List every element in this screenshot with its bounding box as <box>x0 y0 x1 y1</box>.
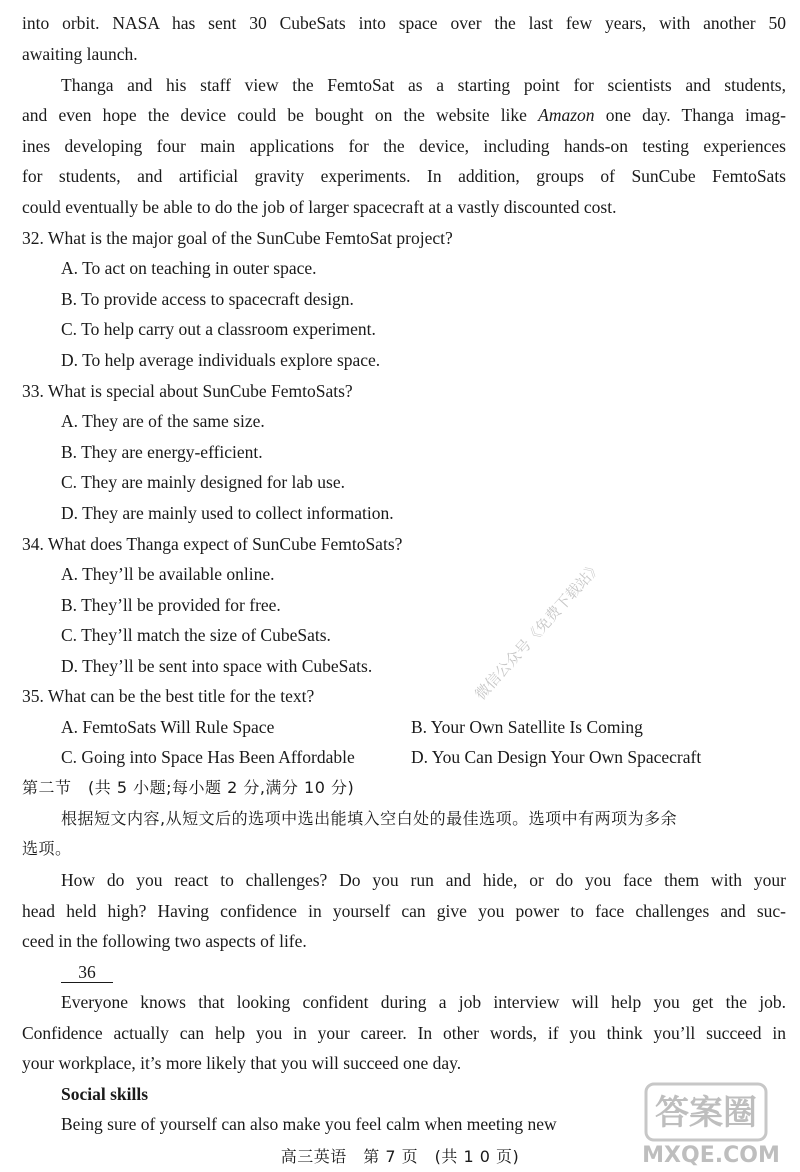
text-span: one day. Thanga imag- <box>605 105 786 125</box>
watermark-text: 微信公众号《免费下载站》 <box>471 557 606 704</box>
option-d: D. You Can Design Your Own Spacecraft <box>411 747 702 767</box>
question-stem: 33. What is special about SunCube FemtoSats? <box>22 381 353 401</box>
passage-line: for students, and artificial gravity experiments. In addition, groups of SunCube FemtoSats <box>22 166 786 186</box>
passage-line: into orbit. NASA has sent 30 CubeSats into space over the last few years, with another 50 <box>22 13 786 33</box>
passage-line <box>22 104 786 126</box>
option-a: A. They are of the same size. <box>61 411 265 431</box>
option-b: B. To provide access to spacecraft design. <box>61 289 354 309</box>
page-footer: 高三英语 第 7 页 (共 1 0 页) <box>280 1147 520 1166</box>
subheading-social-skills: Social skills <box>61 1084 149 1104</box>
passage-line: Everyone knows that looking confident during a job interview will help you get the job. <box>61 992 786 1012</box>
passage-line: Thanga and his staff view the FemtoSat as a starting point for scientists and students, <box>61 75 786 95</box>
text-span: and even hope the device could be bought on the website like <box>22 105 527 125</box>
section-header: 第二节 (共 5 小题;每小题 2 分,满分 10 分) <box>22 778 355 797</box>
option-a: A. They’ll be available online. <box>61 564 275 584</box>
option-a: A. FemtoSats Will Rule Space <box>61 717 275 737</box>
passage-line: How do you react to challenges? Do you run and hide, or do you face them with your <box>61 870 786 890</box>
option-d: D. To help average individuals explore space. <box>61 350 381 370</box>
option-d: D. They’ll be sent into space with CubeSats. <box>61 656 373 676</box>
option-b: B. Your Own Satellite Is Coming <box>411 717 643 737</box>
passage-line: ceed in the following two aspects of life. <box>22 931 307 951</box>
passage-line: Confidence actually can help you in your career. In other words, if you think you’ll succeed in <box>22 1023 786 1043</box>
italic-website-name: Amazon <box>538 105 595 125</box>
passage-line: your workplace, it’s more likely that you will succeed one day. <box>22 1053 462 1073</box>
passage-line: head held high? Having confidence in yourself can give you power to face challenges and suc- <box>22 901 786 921</box>
option-a: A. To act on teaching in outer space. <box>61 258 317 278</box>
question-stem: 32. What is the major goal of the SunCube FemtoSat project? <box>22 228 453 248</box>
passage-line: ines developing four main applications for the device, including hands-on testing experiences <box>22 136 786 156</box>
answer-blank <box>61 961 113 983</box>
option-c: C. To help carry out a classroom experiment. <box>61 319 376 339</box>
logo-sub-text: MXQE.COM <box>642 1143 780 1168</box>
passage-line: Being sure of yourself can also make you feel calm when meeting new <box>61 1114 557 1134</box>
option-c: C. Going into Space Has Been Affordable <box>61 747 355 767</box>
passage-line: awaiting launch. <box>22 44 138 64</box>
option-c: C. They are mainly designed for lab use. <box>61 472 345 492</box>
option-b: B. They’ll be provided for free. <box>61 595 281 615</box>
question-stem: 34. What does Thanga expect of SunCube FemtoSats? <box>22 534 403 554</box>
section-instruction: 选项。 <box>22 839 72 858</box>
option-d: D. They are mainly used to collect information. <box>61 503 394 523</box>
logo-main-text: 答案圈 <box>655 1093 757 1133</box>
option-c: C. They’ll match the size of CubeSats. <box>61 625 331 645</box>
passage-line: could eventually be able to do the job of larger spacecraft at a vastly discounted cost. <box>22 197 617 217</box>
blank-36: 36 <box>61 962 113 983</box>
section-instruction: 根据短文内容,从短文后的选项中选出能填入空白处的最佳选项。选项中有两项为多余 <box>61 809 678 828</box>
question-stem: 35. What can be the best title for the text? <box>22 686 315 706</box>
option-b: B. They are energy-efficient. <box>61 442 263 462</box>
